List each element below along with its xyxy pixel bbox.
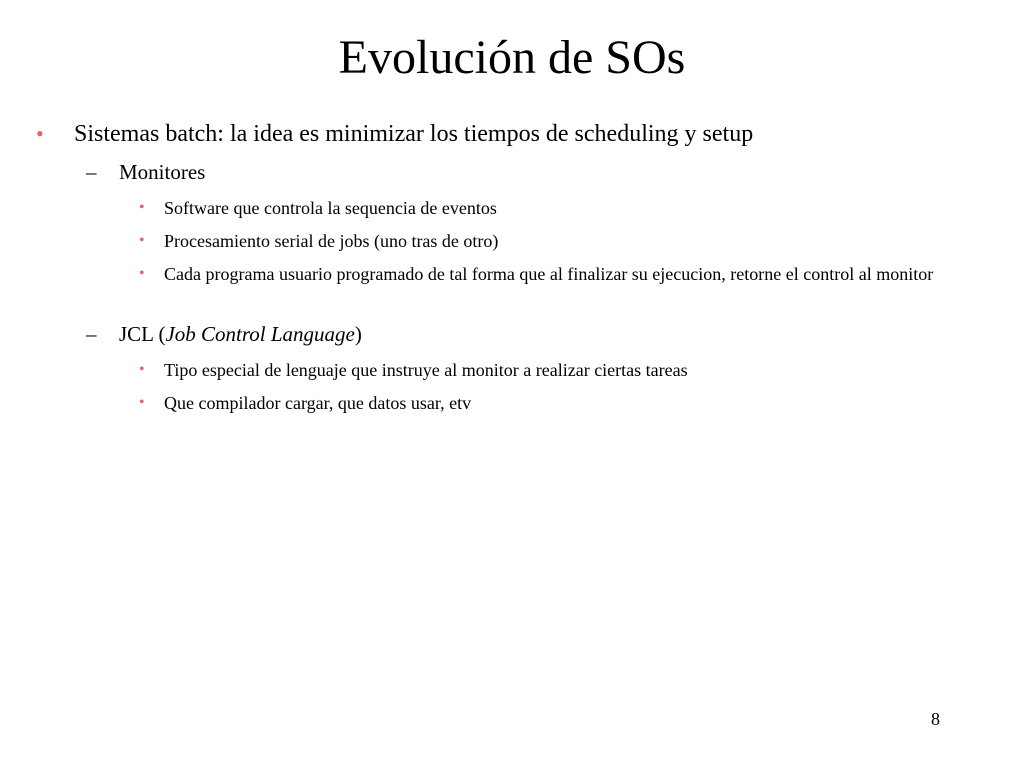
page-number: 8 — [931, 709, 940, 729]
bullet-dot-icon: • — [139, 199, 145, 216]
bullet-text: Cada programa usuario programado de tal forma que al finalizar su ejecucion, retorne el control al monitor — [164, 264, 934, 284]
bullet-dot-icon: • — [139, 265, 145, 282]
bullet-item-software — [139, 195, 976, 221]
bullet-text: Sistemas batch: la idea es minimizar los tiempos de scheduling y setup — [74, 121, 754, 147]
bullet-dot-icon: • — [139, 394, 145, 411]
bullet-dot-icon: • — [139, 361, 145, 378]
bullet-dot-icon: • — [36, 121, 44, 146]
bullet-item-tipo-especial — [139, 357, 976, 383]
bullet-text: Que compilador cargar, que datos usar, etv — [164, 393, 472, 413]
bullet-text: Monitores — [119, 160, 206, 184]
bullet-item-batch-systems — [36, 120, 974, 148]
bullet-dot-icon: • — [139, 232, 145, 249]
bullet-text-italic: Job Control Language — [165, 322, 355, 346]
bullet-text-prefix: JCL ( — [119, 322, 166, 346]
bullet-text-suffix: ) — [354, 322, 362, 346]
slide-title: Evolución de SOs — [338, 31, 686, 84]
bullet-text: Procesamiento serial de jobs (uno tras de otro) — [164, 231, 499, 251]
dash-marker-icon: – — [86, 322, 97, 346]
bullet-text: Software que controla la sequencia de eventos — [164, 198, 497, 218]
bullet-item-procesamiento — [139, 228, 976, 254]
bullet-item-jcl — [86, 321, 979, 347]
bullet-text: Tipo especial de lenguaje que instruye al monitor a realizar ciertas tareas — [164, 360, 688, 380]
dash-marker-icon: – — [86, 160, 97, 184]
bullet-item-monitores — [86, 159, 979, 185]
bullet-item-que-compilador — [139, 390, 976, 416]
bullet-item-cada-programa — [139, 261, 976, 287]
